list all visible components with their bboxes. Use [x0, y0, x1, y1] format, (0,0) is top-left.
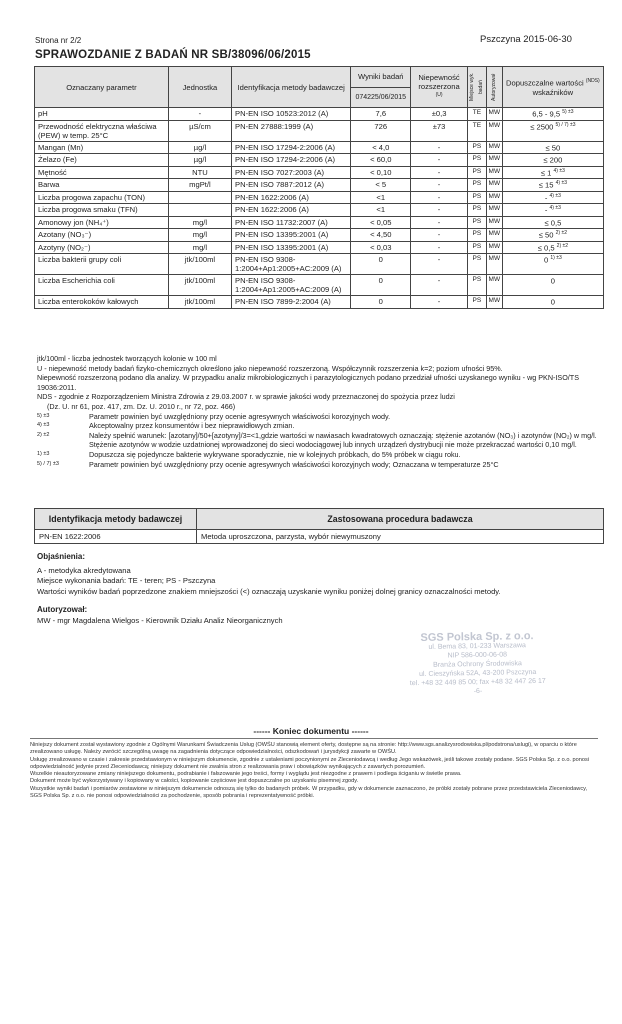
row-method: PN-EN 1622:2006 (A)	[232, 204, 351, 217]
row-method: PN-EN ISO 17294-2:2006 (A)	[232, 154, 351, 167]
row-result: < 0,05	[351, 216, 411, 229]
row-author: MW	[486, 254, 502, 275]
note-uncert-2: Niepewność rozszerzoną podano dla analizy. W przypadku analiz mikrobiologicznych i parazytologicznych podano przedział ufności uzyskanego wyniku - wg PKN-ISO/TS 19036:2011.	[37, 373, 579, 392]
method-col-id: Identyfikacja metody badawczej	[35, 509, 197, 530]
row-limit	[502, 204, 603, 217]
row-author: MW	[486, 154, 502, 167]
footer-paragraph: Usługę zrealizowano w czasie i zakresie przedstawionym w niniejszym dokumencie, zgodnie z ustaleniami poczynionymi ze Zleceniodawcą i według Jego wskazówek, jeśli takowe zostały podane. SGS Polska Sp. z o.o. ponosi odpowiedzialność jedynie przed Zleceniodawcą; niniejszy dokument nie zwalnia stron z realizowania praw i obowiązków wynikających z zawartych porozumień.	[30, 756, 590, 770]
row-uncert: -	[411, 191, 468, 204]
method-col-procedure: Zastosowana procedura badawcza	[197, 509, 604, 530]
sample-number: 074225/06/2015	[351, 87, 411, 108]
row-limit	[502, 179, 603, 192]
row-place: PS	[467, 275, 486, 296]
explanation-line: Wartości wyników badań poprzedzone znakiem mniejszości (<) oznaczają uzyskanie wyniku poniżej dolnej granicy oznaczalności metody.	[37, 586, 501, 596]
limit-value: 0	[550, 297, 555, 307]
col-unit: Jednostka	[168, 67, 231, 108]
note-text: Należy spełnić warunek: [azotany]/50+[azotyny]/3=<1,gdzie wartości w nawiasach kwadratowych oznaczają: stężenie azotanów (NO₃) i azotynów (NO₂) w mg/l. Stężenie azotynów w wodzie uzdatnionej wprowadzonej do sieci wodociągowej lub innych urządzeń dystrybucji nie może przekraczać wartości 0,10 mg/l.	[89, 430, 597, 450]
note-text: Parametr powinien być uwzględniony przy ocenie agresywnych właściwości korozyjnych wody; Oznaczana w temperaturze 25°C	[89, 459, 499, 469]
limit-value: 0	[544, 255, 549, 265]
limit-footnote: 5) / 7) ±3	[555, 121, 576, 128]
table-row	[35, 275, 604, 296]
col-uncert: Niepewność rozszerzona $^{(U)}$	[411, 67, 468, 108]
row-unit: µg/l	[168, 141, 231, 154]
limit-footnote: 2) ±2	[555, 230, 567, 237]
row-place: TE	[467, 108, 486, 121]
limit-value: ≤ 1	[540, 168, 552, 178]
limit-value: -	[544, 193, 548, 203]
row-result: < 5	[351, 179, 411, 192]
table-row	[35, 141, 604, 154]
table-row	[35, 120, 604, 141]
col-place: Miejsce wyk. badań	[467, 67, 486, 108]
table-row	[35, 296, 604, 309]
row-result: < 4,0	[351, 141, 411, 154]
row-place: PS	[467, 191, 486, 204]
footer-paragraph: Niniejszy dokument został wystawiony zgodnie z Ogólnymi Warunkami Świadczenia Usług (OWŚU stanowią element oferty, dostępne są na stronie: http://www.sgs.analizysrodowiska.pl/podstrona/uslugi), w oparciu o które zrealizowano usługę. Należy zwrócić szczególną uwagę na zagadnienia dotyczące odpowiedzialności, odszkodowań i jurysdykcji zawarte w OWŚU.	[30, 742, 577, 756]
note-item	[37, 421, 602, 431]
row-limit	[502, 120, 603, 141]
company-stamp: SGS Polska Sp. z o.o. ul. Bema 83, 01-233 Warszawa NIP 586-000-06-08 Branża Ochrony Środowiska ul. Cieszyńska 52A, 43-200 Pszczyna tel. +48 32 449 85 00; fax +48 32 447 26 17 -6-	[409, 630, 546, 696]
row-unit: -	[168, 108, 231, 121]
row-author: MW	[486, 120, 502, 141]
limit-value: ≤ 50	[538, 230, 554, 240]
row-method: PN-EN 27888:1999 (A)	[232, 120, 351, 141]
row-result: 726	[351, 120, 411, 141]
row-param: Azotyny (NO₂⁻)	[35, 241, 169, 254]
row-unit: jtk/100ml	[168, 275, 231, 296]
row-author: MW	[486, 296, 502, 309]
row-place: PS	[467, 296, 486, 309]
row-param: Amonowy jon (NH₄⁺)	[35, 216, 169, 229]
row-place: PS	[467, 166, 486, 179]
row-uncert: -	[411, 241, 468, 254]
row-param: Liczba enterokoków kałowych	[35, 296, 169, 309]
row-author: MW	[486, 216, 502, 229]
row-uncert: -	[411, 216, 468, 229]
row-uncert: ±73	[411, 120, 468, 141]
row-result: < 4,50	[351, 229, 411, 242]
row-place: TE	[467, 120, 486, 141]
row-param: Żelazo (Fe)	[35, 154, 169, 167]
note-key: 4) ±3	[37, 422, 50, 429]
row-limit	[502, 191, 603, 204]
row-place: PS	[467, 141, 486, 154]
row-place: PS	[467, 254, 486, 275]
row-author: MW	[486, 108, 502, 121]
method-table	[34, 508, 604, 544]
method-id: PN-EN 1622:2006	[35, 530, 197, 544]
explanation-line: A - metodyka akredytowana	[37, 565, 131, 575]
limit-value: 6,5 - 9,5	[532, 109, 561, 119]
method-procedure: Metoda uproszczona, parzysta, wybór niewymuszony	[197, 530, 604, 544]
note-item	[37, 412, 602, 422]
row-place: PS	[467, 154, 486, 167]
row-unit: µg/l	[168, 154, 231, 167]
note-text: Akceptowalny przez konsumentów i bez nieprawidłowych zmian.	[89, 421, 295, 431]
row-result: < 60,0	[351, 154, 411, 167]
row-param: Azotany (NO₃⁻)	[35, 229, 169, 242]
row-author: MW	[486, 275, 502, 296]
note-nds-1: NDS - zgodnie z Rozporządzeniem Ministra Zdrowia z 29.03.2007 r. w sprawie jakości wody przeznaczonej do spożycia przez ludzi	[37, 392, 455, 402]
row-method: PN-EN ISO 13395:2001 (A)	[232, 229, 351, 242]
row-limit	[502, 216, 603, 229]
table-row	[35, 254, 604, 275]
footer-paragraph: Wszelkie nieautoryzowane zmiany niniejszego dokumentu, podrabianie i fałszowanie jego treści, formy i wyglądu jest niezgodne z prawem i podlega ściganiu w świetle prawa.	[30, 771, 462, 778]
limit-value: 0	[550, 276, 555, 286]
row-unit: µS/cm	[168, 120, 231, 141]
row-uncert: ±0,3	[411, 108, 468, 121]
row-method: PN-EN ISO 7899-2:2004 (A)	[232, 296, 351, 309]
row-uncert: -	[411, 229, 468, 242]
results-table	[34, 66, 604, 309]
row-result: < 0,03	[351, 241, 411, 254]
authorized-person: MW - mgr Magdalena Wielgos - Kierownik Działu Analiz Nieorganicznych	[37, 615, 283, 625]
row-method: PN-EN ISO 11732:2007 (A)	[232, 216, 351, 229]
col-author: Autoryzował	[486, 67, 502, 108]
explanations-title: Objaśnienia:	[37, 552, 86, 561]
row-limit	[502, 154, 603, 167]
limit-footnote: 4) ±3	[555, 180, 567, 187]
note-text: Parametr powinien być uwzględniony przy ocenie agresywnych właściwości korozyjnych wody.	[89, 411, 391, 421]
row-author: MW	[486, 141, 502, 154]
row-method: PN-EN ISO 9308-1:2004+Ap1:2005+AC:2009 (A)	[232, 275, 351, 296]
note-key: 1) ±3	[37, 450, 50, 457]
row-uncert: -	[411, 296, 468, 309]
row-limit	[502, 229, 603, 242]
row-method: PN-EN ISO 13395:2001 (A)	[232, 241, 351, 254]
row-unit: mg/l	[168, 229, 231, 242]
note-text: Dopuszcza się pojedyncze bakterie wykrywane sporadycznie, nie w kolejnych próbkach, do 5% próbek w ciągu roku.	[89, 449, 461, 459]
row-uncert: -	[411, 179, 468, 192]
table-row	[35, 204, 604, 217]
row-uncert: -	[411, 275, 468, 296]
explanations	[37, 552, 602, 627]
row-limit	[502, 141, 603, 154]
row-unit: jtk/100ml	[168, 254, 231, 275]
row-result: <1	[351, 204, 411, 217]
row-result: 0	[351, 275, 411, 296]
table-row	[35, 108, 604, 121]
note-uncert-1: U - niepewność metody badań fizyko-chemicznych określono jako niepewność rozszerzoną. Współczynnik rozszerzenia k=2; poziom ufności 95%.	[37, 363, 503, 373]
row-uncert: -	[411, 154, 468, 167]
row-param: Mangan (Mn)	[35, 141, 169, 154]
row-place: PS	[467, 179, 486, 192]
row-param: Liczba Escherichia coli	[35, 275, 169, 296]
note-key: 5) ±3	[37, 412, 50, 419]
limit-footnote: 2) ±2	[556, 242, 569, 249]
note-item	[37, 460, 602, 470]
limit-footnote: 4) ±3	[549, 205, 561, 212]
col-result: Wyniki badań	[351, 67, 411, 88]
note-key: 5) / 7) ±3	[37, 460, 59, 467]
row-method: PN-EN ISO 17294-2:2006 (A)	[232, 141, 351, 154]
row-method: PN-EN 1622:2006 (A)	[232, 191, 351, 204]
row-param: Liczba progowa smaku (TFN)	[35, 204, 169, 217]
limit-value: -	[544, 205, 548, 215]
place-date: Pszczyna 2015-06-30	[480, 34, 572, 45]
footer-paragraph: Dokument może być wykorzystywany i kopiowany w całości, kopiowanie częściowe jest dopuszczalne po uzyskaniu pisemnej zgody.	[30, 778, 359, 785]
table-row	[35, 179, 604, 192]
row-unit: mg/l	[168, 241, 231, 254]
row-method: PN-EN ISO 7027:2003 (A)	[232, 166, 351, 179]
limit-value: ≤ 0,5	[544, 218, 562, 228]
limit-value: ≤ 0,5	[537, 243, 555, 253]
row-uncert: -	[411, 166, 468, 179]
row-unit: jtk/100ml	[168, 296, 231, 309]
row-method: PN-EN ISO 7887:2012 (A)	[232, 179, 351, 192]
row-place: PS	[467, 216, 486, 229]
row-unit: mgPt/l	[168, 179, 231, 192]
limit-value: ≤ 200	[543, 155, 563, 165]
note-items	[37, 412, 602, 470]
row-uncert: -	[411, 204, 468, 217]
row-author: MW	[486, 166, 502, 179]
results-body	[35, 108, 604, 309]
row-param: Liczba bakterii grupy coli	[35, 254, 169, 275]
row-limit	[502, 108, 603, 121]
row-result: < 0,10	[351, 166, 411, 179]
note-jtk: jtk/100ml - liczba jednostek tworzących kolonie w 100 ml	[37, 354, 217, 363]
col-method: Identyfikacja metody badawczej	[232, 67, 351, 108]
page-number: Strona nr 2/2	[35, 36, 82, 45]
table-header-row	[35, 67, 604, 88]
row-author: MW	[486, 229, 502, 242]
table-row	[35, 241, 604, 254]
table-row	[35, 191, 604, 204]
row-author: MW	[486, 241, 502, 254]
row-limit	[502, 241, 603, 254]
end-of-document: ------ Koniec dokumentu ------	[253, 726, 369, 736]
legal-footer	[30, 738, 598, 800]
row-author: MW	[486, 204, 502, 217]
note-item	[37, 431, 602, 450]
row-limit	[502, 296, 603, 309]
notes-section	[37, 354, 602, 469]
limit-value: ≤ 50	[545, 143, 561, 153]
limit-footnote: 1) ±3	[550, 255, 562, 262]
row-unit: NTU	[168, 166, 231, 179]
row-author: MW	[486, 191, 502, 204]
col-param: Oznaczany parametr	[35, 67, 169, 108]
row-uncert: -	[411, 254, 468, 275]
row-place: PS	[467, 204, 486, 217]
limit-footnote: 4) ±3	[549, 192, 561, 199]
row-author: MW	[486, 179, 502, 192]
row-param: Barwa	[35, 179, 169, 192]
row-unit: mg/l	[168, 216, 231, 229]
row-limit	[502, 166, 603, 179]
limit-footnote: 5) ±3	[562, 109, 574, 115]
row-place: PS	[467, 241, 486, 254]
row-result: 0	[351, 254, 411, 275]
row-limit	[502, 275, 603, 296]
table-row	[35, 166, 604, 179]
limit-value: ≤ 15	[538, 180, 554, 190]
note-nds-2: (Dz. U. nr 61, poz. 417, zm. Dz. U. 2010 r., nr 72, poz. 466)	[47, 401, 236, 411]
report-title: SPRAWOZDANIE Z BADAŃ NR SB/38096/06/2015	[35, 49, 311, 61]
table-row	[35, 229, 604, 242]
limit-footnote: 4) ±3	[553, 167, 565, 174]
row-param: pH	[35, 108, 169, 121]
col-limit: Dopuszczalne wartości $^{(NDS)}$ wskaźników	[502, 67, 603, 108]
row-result: 0	[351, 296, 411, 309]
row-param: Liczba progowa zapachu (TON)	[35, 191, 169, 204]
row-param: Przewodność elektryczna właściwa (PEW) w temp. 25°C	[35, 120, 169, 141]
row-param: Mętność	[35, 166, 169, 179]
row-method: PN-EN ISO 9308-1:2004+Ap1:2005+AC:2009 (A)	[232, 254, 351, 275]
row-result: 7,6	[351, 108, 411, 121]
note-item	[37, 450, 602, 460]
authorized-title: Autoryzował:	[37, 605, 88, 615]
table-row	[35, 154, 604, 167]
limit-value: ≤ 2500	[530, 122, 554, 132]
row-unit	[168, 204, 231, 217]
note-key: 2) ±2	[37, 431, 50, 438]
row-uncert: -	[411, 141, 468, 154]
row-method: PN-EN ISO 10523:2012 (A)	[232, 108, 351, 121]
row-unit	[168, 191, 231, 204]
footer-paragraph: Wszystkie wyniki badań i pomiarów zestawione w niniejszym dokumencie odnoszą się tylko do badanych próbek. W przypadku, gdy w dokumencie zaznaczono, że próbki zostały pobrane przez przedstawiciela Zleceniodawcy, SGS Polska Sp. z o.o. nie ponosi odpowiedzialności za pochodzenie, sposób pobrania i reprezentatywność próbki.	[30, 785, 588, 800]
table-row	[35, 216, 604, 229]
row-place: PS	[467, 229, 486, 242]
explanation-line: Miejsce wykonania badań: TE - teren; PS - Pszczyna	[37, 576, 216, 586]
row-limit	[502, 254, 603, 275]
row-result: <1	[351, 191, 411, 204]
